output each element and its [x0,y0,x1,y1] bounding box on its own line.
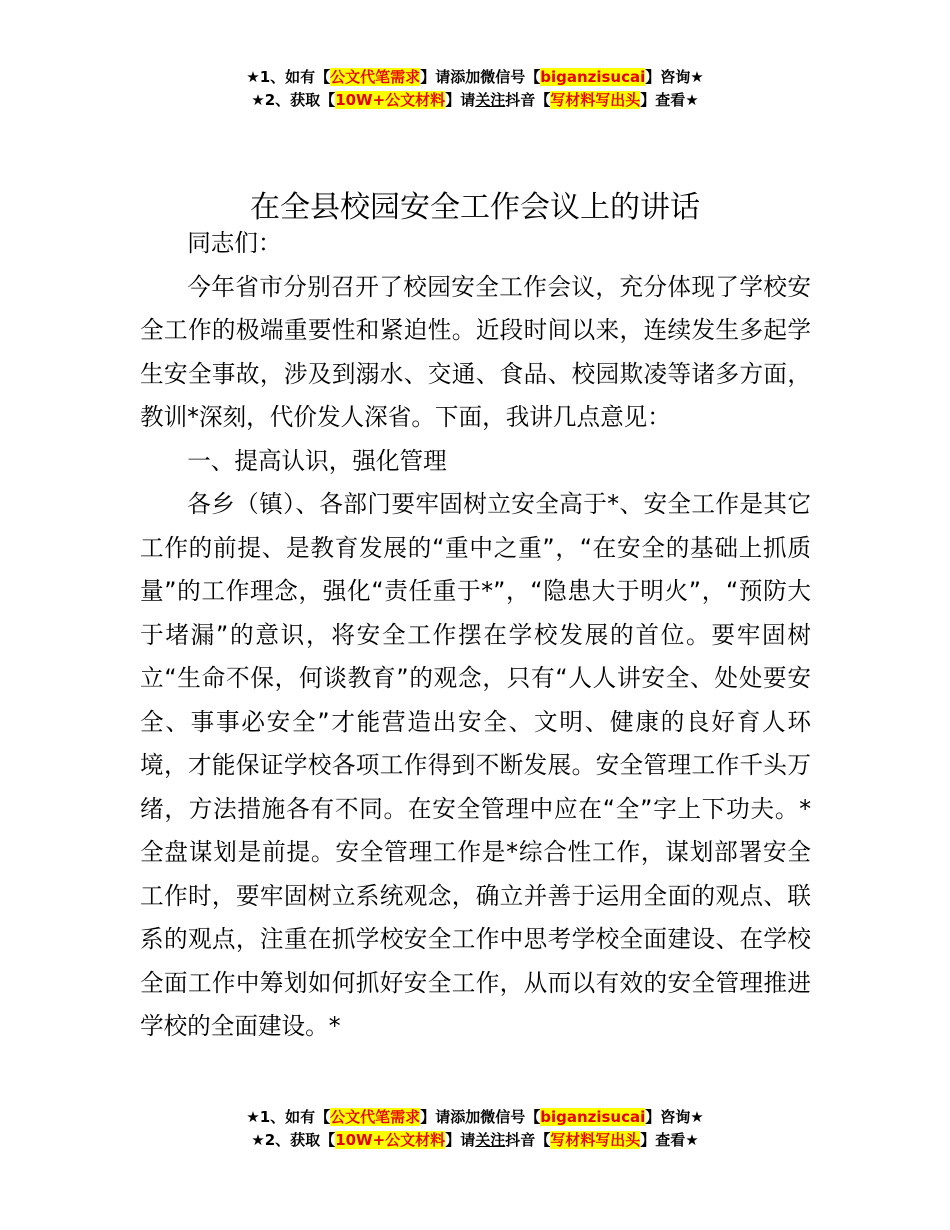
promo-line-1: ★1、如有【公文代笔需求】请添加微信号【biganzisucai】咨询★ [246,1108,704,1126]
promo-highlight-materials: 10W+公文材料 [335,1131,446,1149]
promo-line-1: ★1、如有【公文代笔需求】请添加微信号【biganzisucai】咨询★ [246,68,704,86]
promo-follow-text: 关注 [475,91,506,109]
promo-line-2: ★2、获取【10W+公文材料】请关注抖音【写材料写出头】查看★ [251,1131,699,1149]
promo-highlight-writing-service: 公文代笔需求 [330,68,421,86]
promo-highlight-wechat-id: biganzisucai [540,1108,646,1126]
document-title: 在全县校园安全工作会议上的讲话 [250,190,700,226]
promo-highlight-materials: 10W+公文材料 [335,91,446,109]
footer-promo-banner [0,1106,950,1152]
header-promo-banner [0,66,950,112]
promo-highlight-writing-service: 公文代笔需求 [330,1108,421,1126]
document-body [140,222,811,1049]
promo-highlight-wechat-id: biganzisucai [540,68,646,86]
section-heading: 一、提高认识，强化管理 [187,446,447,475]
promo-highlight-douyin: 写材料写出头 [550,1131,641,1149]
body-paragraph: 各乡（镇）、各部门要牢固树立安全高于*、安全工作是其它工作的前提、是教育发展的“重中之重”，“在安全的基础上抓质量”的工作理念，强化“责任重于*”，“隐患大于明火”，“预防大于堵漏”的意识，将安全工作摆在学校发展的首位。要牢固树立“生命不保，何谈教育”的观念，只有“人人讲安全、处处要安全、事事必安全”才能营造出安全、文明、健康的良好育人环境，才能保证学校各项工作得到不断发展。安全管理工作千头万绪，方法措施各有不同。在安全管理中应在“全”字上下功夫。*全盘谋划是前提。安全管理工作是*综合性工作，谋划部署安全工作时，要牢固树立系统观念，确立并善于运用全面的观点、联系的观点，注重在抓学校安全工作中思考学校全面建设、在学校全面工作中筹划如何抓好安全工作，从而以有效的安全管理推进学校的全面建设。* [140,490,811,1040]
body-paragraph: 今年省市分别召开了校园安全工作会议，充分体现了学校安全工作的极端重要性和紧迫性。近段时间以来，连续发生多起学生安全事故，涉及到溺水、交通、食品、校园欺凌等诸多方面，教训*深刻，代价发人深省。下面，我讲几点意见： [140,272,811,431]
promo-line-2: ★2、获取【10W+公文材料】请关注抖音【写材料写出头】查看★ [251,91,699,109]
salutation: 同志们： [187,229,282,257]
promo-highlight-douyin: 写材料写出头 [550,91,641,109]
promo-follow-text: 关注 [475,1131,506,1149]
